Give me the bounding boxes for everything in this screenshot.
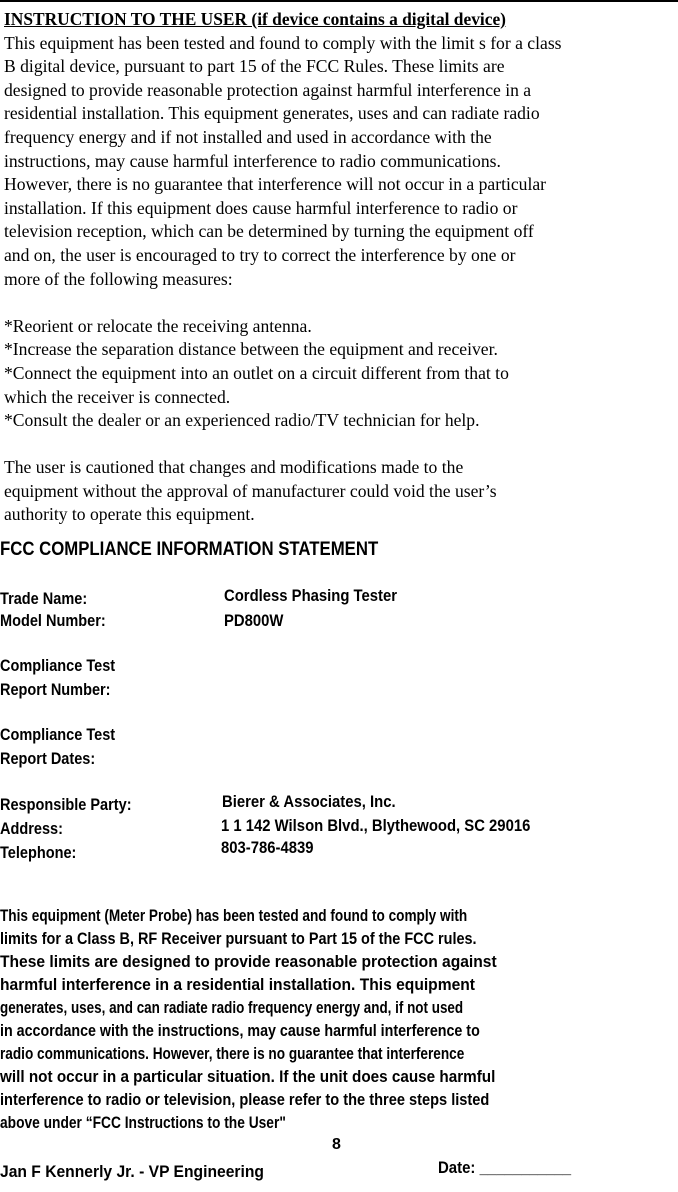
paragraph-line: limits for a Class B, RF Receiver pursuant to Part 15 of the FCC rules. <box>0 929 477 948</box>
date-field: Date: ___________ <box>438 1158 572 1177</box>
paragraph-line: in accordance with the instructions, may cause harmful interference to <box>0 1021 480 1040</box>
paragraph-line: generates, uses, and can radiate radio frequency energy and, if not used <box>0 998 464 1017</box>
paragraph-line: This equipment (Meter Probe) has been tested and found to comply with <box>0 906 468 925</box>
instructions-line: frequency energy and if not installed and used in accordance with the <box>4 126 492 147</box>
instructions-title: INSTRUCTION TO THE USER (if device contains a digital device) <box>4 9 506 29</box>
paragraph-line: will not occur in a particular situation. If the unit does cause harmful <box>0 1067 496 1086</box>
report-dates-label: Compliance Test <box>0 726 116 744</box>
instructions-line: instructions, may cause harmful interference to radio communications. <box>4 150 501 171</box>
model-number-label: Model Number: <box>0 612 106 630</box>
instructions-line: residential installation. This equipment generates, uses and can radiate radio <box>4 103 540 124</box>
model-number-value: PD800W <box>224 612 284 630</box>
address-label: Address: <box>0 820 63 838</box>
caution-line: equipment without the approval of manufacturer could void the user’s <box>4 480 497 501</box>
user-instructions <box>4 8 676 527</box>
paragraph-line: above under “FCC Instructions to the User" <box>0 1113 286 1132</box>
instructions-line: However, there is no guarantee that interference will not occur in a particular <box>4 174 547 195</box>
caution-line: The user is cautioned that changes and modifications made to the <box>4 457 464 478</box>
compliance-paragraph <box>0 904 678 1134</box>
report-number-label: Compliance Test <box>0 657 116 675</box>
paragraph-line: harmful interference in a residential installation. This equipment <box>0 975 475 994</box>
address-value: 1 1 142 Wilson Blvd., Blythewood, SC 29016 <box>221 817 531 835</box>
instructions-line: B digital device, pursuant to part 15 of the FCC Rules. These limits are <box>4 56 505 77</box>
instructions-line: more of the following measures: <box>4 268 233 289</box>
telephone-value: 803-786-4839 <box>221 839 314 857</box>
signatory: Jan F Kennerly Jr. - VP Engineering <box>0 1162 264 1181</box>
instructions-line: installation. If this equipment does cause harmful interference to radio or <box>4 197 518 218</box>
instructions-line: This equipment has been tested and found to comply with the limit s for a class <box>4 32 562 53</box>
telephone-label: Telephone: <box>0 844 77 862</box>
responsible-party-value: Bierer & Associates, Inc. <box>222 793 396 811</box>
trade-name-label: Trade Name: <box>0 590 88 608</box>
instructions-line: and on, the user is encouraged to try to correct the interference by one or <box>4 244 516 265</box>
report-dates-label: Report Dates: <box>0 750 96 768</box>
measure-item: *Increase the separation distance between the equipment and receiver. <box>4 339 498 360</box>
paragraph-line: radio communications. However, there is no guarantee that interference <box>0 1044 465 1063</box>
caution-line: authority to operate this equipment. <box>4 504 255 525</box>
measure-item: *Consult the dealer or an experienced radio/TV technician for help. <box>4 410 480 431</box>
report-number-label: Report Number: <box>0 681 111 699</box>
trade-name-value: Cordless Phasing Tester <box>224 587 398 605</box>
paragraph-line: These limits are designed to provide reasonable protection against <box>0 952 497 971</box>
measure-item: *Connect the equipment into an outlet on a circuit different from that to <box>4 362 509 383</box>
instructions-line: designed to provide reasonable protection against harmful interference in a <box>4 79 532 100</box>
fcc-title: FCC COMPLIANCE INFORMATION STATEMENT <box>0 538 379 560</box>
top-rule <box>0 0 678 2</box>
paragraph-line: interference to radio or television, please refer to the three steps listed <box>0 1090 490 1109</box>
responsible-party-label: Responsible Party: <box>0 796 132 814</box>
instructions-line: television reception, which can be determined by turning the equipment off <box>4 221 534 242</box>
measure-item: *Reorient or relocate the receiving antenna. <box>4 315 312 336</box>
page-number: 8 <box>332 1136 341 1153</box>
measure-item: which the receiver is connected. <box>4 386 231 407</box>
